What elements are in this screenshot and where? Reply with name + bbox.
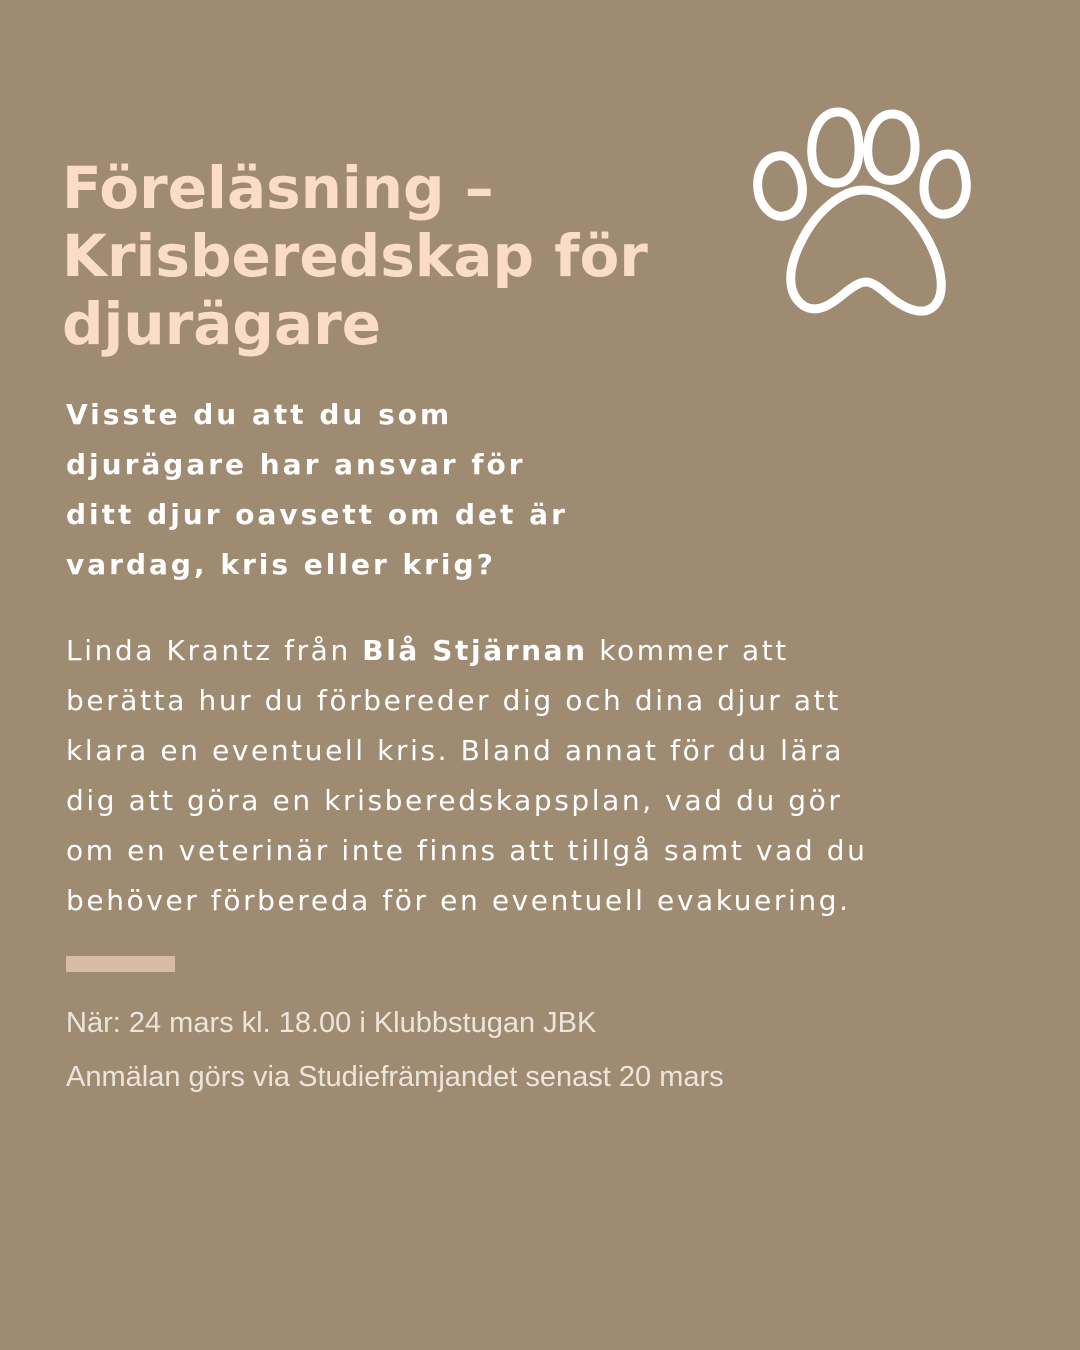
description-line-4: dig att göra en krisberedskapsplan, vad du gör [66, 784, 843, 817]
speaker-text-end: kommer att [587, 634, 789, 667]
organization-name: Blå Stjärnan [362, 634, 588, 667]
title-line-2: Krisberedskap för [62, 222, 648, 290]
event-description [66, 626, 1026, 926]
paw-print-icon [752, 104, 976, 318]
speaker-text: Linda Krantz från [66, 634, 363, 667]
lead-line-4: vardag, kris eller krig? [66, 548, 496, 581]
description-line-2: berätta hur du förbereder dig och dina djur att [66, 684, 841, 717]
lead-line-2: djurägare har ansvar för [66, 448, 526, 481]
description-line-1 [66, 626, 1026, 676]
event-when: När: 24 mars kl. 18.00 i Klubbstugan JBK [66, 1007, 597, 1039]
lead-line-3: ditt djur oavsett om det är [66, 498, 568, 531]
description-line-6: behöver förbereda för en eventuell evakuering. [66, 884, 851, 917]
title-line-3: djurägare [62, 290, 382, 358]
divider-bar [66, 956, 175, 972]
lead-question [66, 390, 666, 590]
event-title [62, 154, 722, 358]
lead-line-1: Visste du att du som [66, 398, 453, 431]
description-line-5: om en veterinär inte finns att tillgå samt vad du [66, 834, 868, 867]
event-signup: Anmälan görs via Studiefrämjandet senast 20 mars [66, 1061, 724, 1093]
title-line-1: Föreläsning – [62, 154, 494, 222]
description-line-3: klara en eventuell kris. Bland annat för du lära [66, 734, 845, 767]
